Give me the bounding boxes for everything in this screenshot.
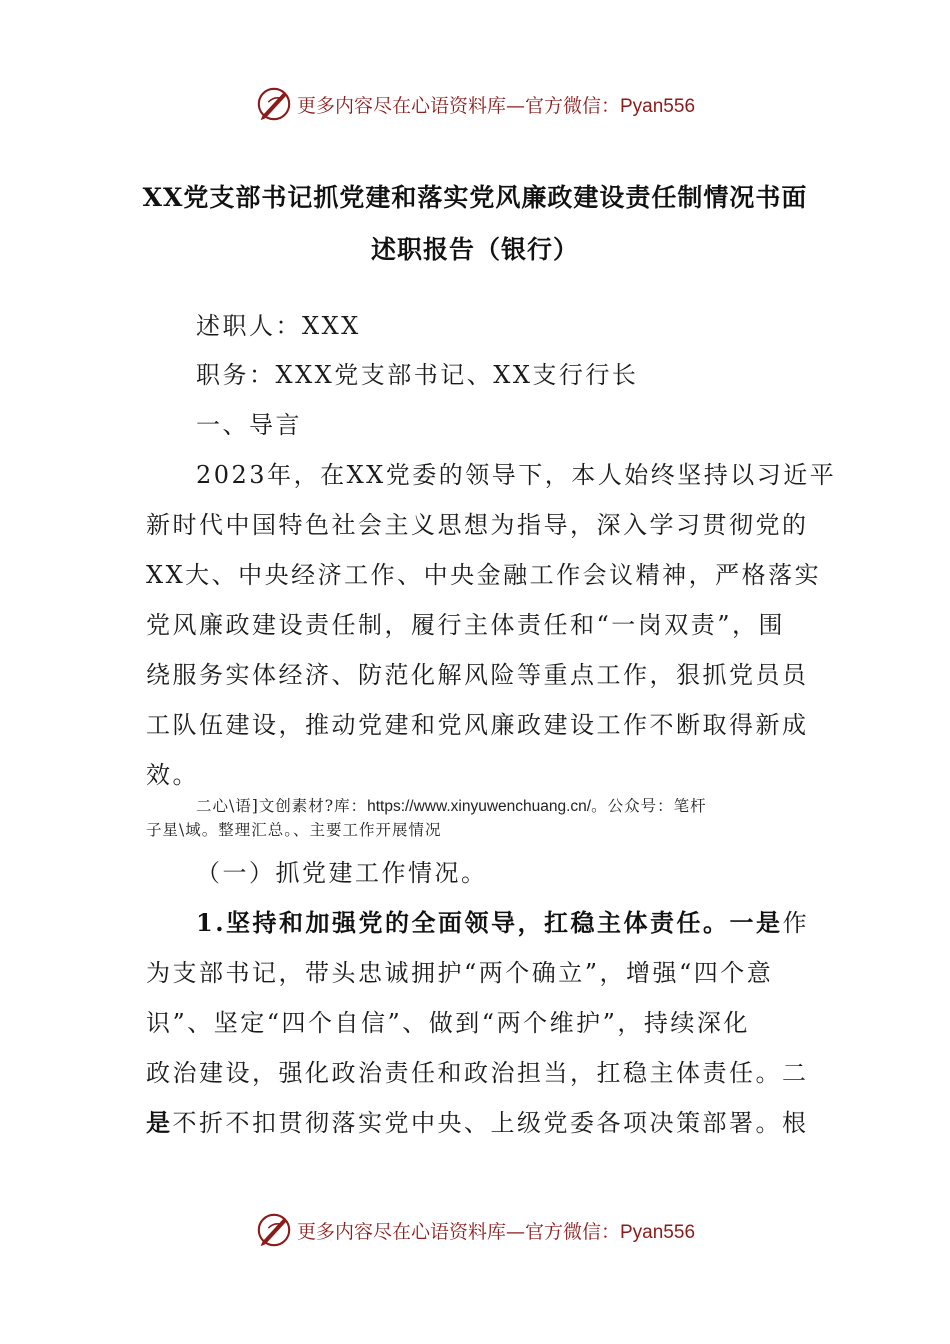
- item-1-line-1: 1.坚持和加强党的全面领导，扛稳主体责任。一是作: [196, 908, 810, 937]
- intro-line-4: 党风廉政建设责任制，履行主体责任和“一岗双责”，围: [146, 611, 786, 639]
- item-1-line-3: 识”、坚定“四个自信”、做到“两个维护”，持续深化: [146, 1009, 750, 1037]
- item-1-line-4: 政治建设，强化政治责任和政治担当，扛稳主体责任。二: [146, 1059, 809, 1087]
- intro-line-3: XX大、中央经济工作、中央金融工作会议精神，严格落实: [146, 561, 822, 589]
- item-1-bold-heading: 1.坚持和加强党的全面领导，扛稳主体责任。一是: [196, 908, 783, 937]
- watermark-banner-bottom: [0, 1206, 950, 1254]
- watermark-banner-top: [0, 80, 950, 128]
- title-line-2: 述职报告（银行）: [370, 235, 579, 264]
- item-1-line-5: 是不折不扣贯彻落实党中央、上级党委各项决策部署。根: [146, 1108, 809, 1137]
- watermark-text: 更多内容尽在心语资料库—官方微信：Pyan556: [296, 1220, 696, 1243]
- reporter-line: 述职人：XXX: [196, 312, 361, 340]
- item-1-line-2: 为支部书记，带头忠诚拥护“两个确立”，增强“四个意: [146, 959, 774, 987]
- section-heading-intro: 一、导言: [196, 411, 302, 439]
- source-note-line-2: 子星\域。整理汇总。、主要工作开展情况: [146, 821, 442, 839]
- position-line: 职务：XXX党支部书记、XX支行行长: [196, 361, 639, 389]
- intro-line-6: 工队伍建设，推动党建和党风廉政建设工作不断取得新成: [146, 711, 809, 739]
- intro-line-7: 效。: [146, 761, 199, 789]
- pen-logo-icon: [255, 85, 293, 123]
- title-line-1: XX党支部书记抓党建和落实党风廉政建设责任制情况书面: [142, 183, 808, 212]
- pen-logo-icon: [255, 1211, 293, 1249]
- intro-line-1: 2023年，在XX党委的领导下，本人始终坚持以习近平: [196, 461, 837, 489]
- watermark-text: 更多内容尽在心语资料库—官方微信：Pyan556: [296, 94, 696, 117]
- intro-line-2: 新时代中国特色社会主义思想为指导，深入学习贯彻党的: [146, 511, 809, 539]
- intro-line-5: 绕服务实体经济、防范化解风险等重点工作，狠抓党员员: [146, 661, 809, 689]
- source-note-line-1: 二心\语]文创素材?库：https://www.xinyuwenchuang.cn/。公众号：笔杆: [196, 797, 707, 815]
- document-title: [80, 172, 870, 276]
- subsection-heading-party-building: （一）抓党建工作情况。: [196, 859, 488, 887]
